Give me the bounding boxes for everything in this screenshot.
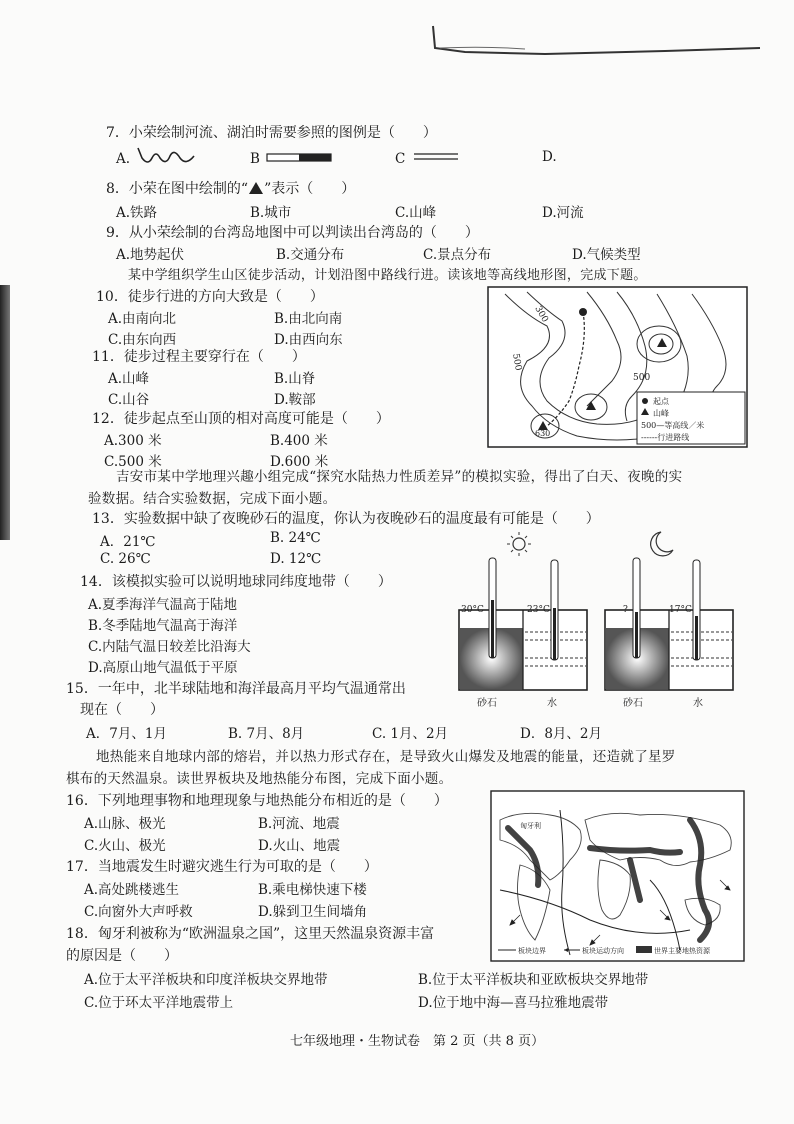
legend-plate-boundary: 板块边界 xyxy=(518,947,546,955)
q15-option-b: B. 7月、8月 xyxy=(228,726,305,742)
page-footer: 七年级地理・生物试卷 第 2 页（共 8 页） xyxy=(290,1034,545,1049)
q8-option-d: D.河流 xyxy=(542,205,584,221)
q18-option-d: D.位于地中海—喜马拉雅地震带 xyxy=(418,995,609,1011)
q10-option-d: D.由西向东 xyxy=(274,332,343,348)
q9-option-b: B.交通分布 xyxy=(276,247,345,263)
q10-option-a: A.由南向北 xyxy=(108,311,177,327)
q11-option-b: B.山脊 xyxy=(274,371,316,387)
plate-map-figure xyxy=(490,790,746,962)
legend-contour: 500—等高线／米 xyxy=(641,421,705,430)
day-label-sand: 砂石 xyxy=(477,698,497,709)
sun-icon xyxy=(507,532,531,556)
q17-option-d: D.躲到卫生间墙角 xyxy=(258,904,368,920)
q14-option-d: D.高原山地气温低于平原 xyxy=(88,660,238,676)
top-scribble xyxy=(425,18,765,58)
q10-option-b: B.由北向南 xyxy=(274,311,343,327)
q18-stem-line2: 的原因是（ ） xyxy=(66,948,178,964)
q16-option-b: B.河流、地震 xyxy=(258,816,340,832)
q13-option-c: C. 26℃ xyxy=(100,551,151,567)
q15-stem-line1: 15．一年中，北半球陆地和海洋最高月平均气温通常出 xyxy=(66,681,406,697)
q15-option-d: D．8月、2月 xyxy=(520,726,603,742)
legend-start: 起点 xyxy=(653,397,669,406)
legend-geothermal: 世界主要地热资源 xyxy=(654,947,710,955)
peak-elevation-label: 630 xyxy=(535,429,551,438)
q11-stem: 11．徒步过程主要穿行在（ ） xyxy=(92,349,306,365)
q14-option-b: B.冬季陆地气温高于海洋 xyxy=(88,618,238,634)
q10-stem: 10．徒步行进的方向大致是（ ） xyxy=(96,289,324,305)
q16-option-a: A.山脉、极光 xyxy=(84,816,166,832)
q7-option-a: A. xyxy=(116,151,131,167)
scale-bar-icon xyxy=(266,153,332,163)
night-label-water: 水 xyxy=(693,698,703,709)
q8-stem xyxy=(106,178,355,198)
night-label-sand: 砂石 xyxy=(623,698,643,709)
q11-option-d: D.鞍部 xyxy=(274,392,316,408)
contour-map-figure xyxy=(487,286,749,449)
day-temp-water: 23°C xyxy=(527,605,550,615)
q16-stem: 16．下列地理事物和地理现象与地热能分布相近的是（ ） xyxy=(66,793,448,809)
moon-icon xyxy=(651,532,673,556)
intro-hiking: 某中学组织学生山区徒步活动，计划沿图中路线行进。读该地等高线地形图，完成下题。 xyxy=(128,268,647,283)
q18-option-c: C.位于环太平洋地震带上 xyxy=(84,995,234,1011)
q8-stem-head: 8．小荣在图中绘制的“ xyxy=(106,181,249,197)
q15-option-c: C. 1月、2月 xyxy=(372,726,449,742)
q13-option-d: D. 12℃ xyxy=(270,551,322,567)
experiment-figure xyxy=(455,530,745,710)
scan-edge-artifact xyxy=(0,285,10,540)
q12-option-c: C.500 米 xyxy=(104,454,162,470)
q8-option-b: B.城市 xyxy=(250,205,292,221)
q8-stem-tail: ”表示（ ） xyxy=(264,181,356,197)
double-line-icon xyxy=(413,152,459,162)
mountain-peak-icon xyxy=(248,181,264,195)
contour-label-500b: 500 xyxy=(633,373,651,383)
q8-option-a: A.铁路 xyxy=(116,205,158,221)
start-point-icon xyxy=(579,308,587,316)
q12-stem: 12．徒步起点至山顶的相对高度可能是（ ） xyxy=(92,411,390,427)
q12-option-b: B.400 米 xyxy=(270,433,328,449)
q8-option-c: C.山峰 xyxy=(395,205,437,221)
legend-start-icon xyxy=(642,398,648,404)
q7-stem: 7．小荣绘制河流、湖泊时需要参照的图例是（ ） xyxy=(106,125,437,141)
q13-option-a: A．21℃ xyxy=(100,534,156,550)
night-temp-sand: ? xyxy=(623,605,628,615)
q15-option-a: A．7月、1月 xyxy=(86,726,167,742)
q12-option-d: D.600 米 xyxy=(270,454,329,470)
intro-geothermal-line2: 棋布的天然温泉。读世界板块及地热能分布图，完成下面小题。 xyxy=(66,771,453,787)
q9-option-a: A.地势起伏 xyxy=(116,247,185,263)
q16-option-c: C.火山、极光 xyxy=(84,838,166,854)
q17-option-b: B.乘电梯快速下楼 xyxy=(258,882,367,898)
day-temp-sand: 30°C xyxy=(461,605,484,615)
q18-option-b: B.位于太平洋板块和亚欧板块交界地带 xyxy=(418,972,649,988)
q14-option-c: C.内陆气温日较差比沿海大 xyxy=(88,639,251,655)
day-label-water: 水 xyxy=(547,698,557,709)
river-legend-icon xyxy=(136,144,196,170)
q17-stem: 17．当地震发生时避灾逃生行为可取的是（ ） xyxy=(66,859,378,875)
legend-plate-direction: 板块运动方向 xyxy=(582,947,624,955)
q13-stem: 13．实验数据中缺了夜晚砂石的温度，你认为夜晚砂石的温度最有可能是（ ） xyxy=(92,511,600,527)
q9-stem: 9．从小荣绘制的台湾岛地图中可以判读出台湾岛的（ ） xyxy=(106,225,479,241)
intro-geothermal-line1: 地热能来自地球内部的熔岩，并以热力形式存在，是导致火山爆发及地震的能量，还造就了星罗 xyxy=(96,749,676,765)
q7-option-b: B xyxy=(250,151,260,167)
intro-experiment-line2: 验数据。结合实验数据，完成下面小题。 xyxy=(88,491,337,507)
q16-option-d: D.火山、地震 xyxy=(258,838,341,854)
q13-option-b: B. 24℃ xyxy=(270,530,321,546)
q15-stem-line2: 现在（ ） xyxy=(80,702,164,718)
q11-option-c: C.山谷 xyxy=(108,392,150,408)
q10-option-c: C.由东向西 xyxy=(108,332,177,348)
q9-option-c: C.景点分布 xyxy=(423,247,492,263)
q17-option-a: A.高处跳楼逃生 xyxy=(84,882,180,898)
night-temp-water: 17°C xyxy=(669,605,692,615)
intro-experiment-line1: 吉安市某中学地理兴趣小组完成“探究水陆热力性质差异”的模拟实验，得出了白天、夜晚的实 xyxy=(116,469,683,485)
q17-option-c: C.向窗外大声呼救 xyxy=(84,904,193,920)
q9-option-d: D.气候类型 xyxy=(572,247,641,263)
q18-option-a: A.位于太平洋板块和印度洋板块交界地带 xyxy=(84,972,328,988)
q14-stem: 14．该模拟实验可以说明地球同纬度地带（ ） xyxy=(80,574,392,590)
legend-route: ------行进路线 xyxy=(641,433,690,442)
contour-label-300: 300 xyxy=(532,304,550,325)
q11-option-a: A.山峰 xyxy=(108,371,150,387)
q14-option-a: A.夏季海洋气温高于陆地 xyxy=(88,597,238,613)
q12-option-a: A.300 米 xyxy=(104,433,162,449)
q7-option-c: C xyxy=(395,151,406,167)
q7-option-d: D. xyxy=(542,149,557,165)
q18-stem-line1: 18．匈牙利被称为“欧洲温泉之国”，这里天然温泉资源丰富 xyxy=(66,926,435,942)
legend-peak: 山峰 xyxy=(653,409,669,418)
contour-label-500a: 500 xyxy=(510,352,523,372)
hungary-label: 匈牙利 xyxy=(520,822,541,830)
